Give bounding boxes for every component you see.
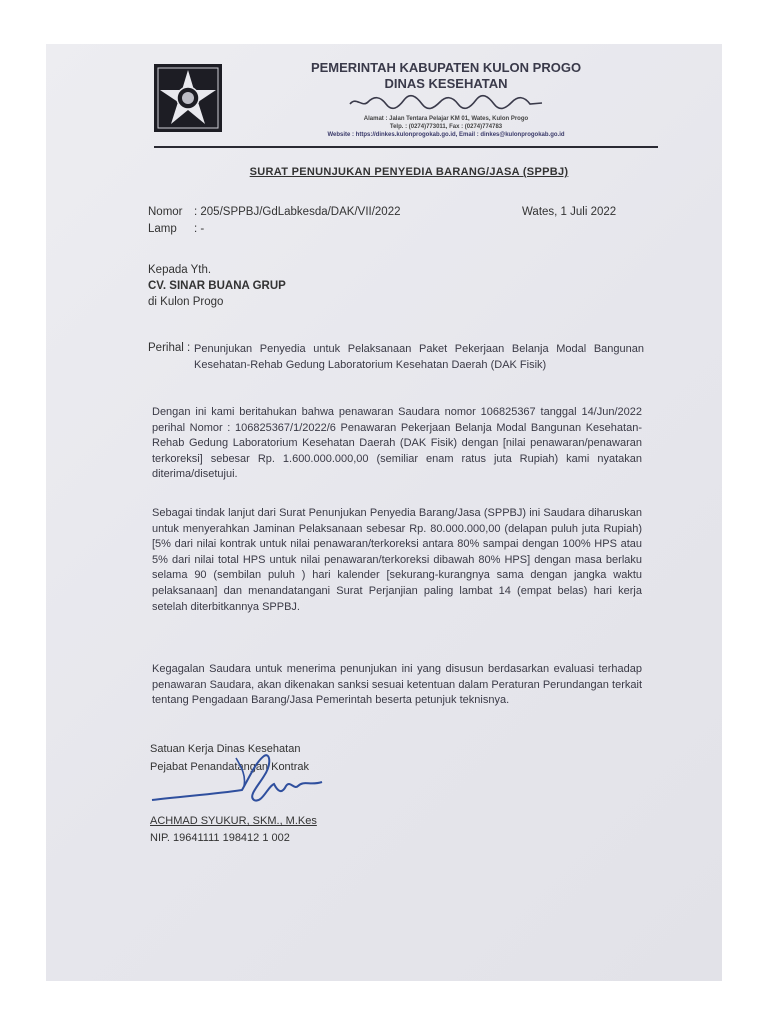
subject-label: Perihal :	[148, 342, 191, 354]
coat-of-arms-logo	[154, 64, 222, 132]
document-sheet	[46, 44, 722, 981]
attachment-value: : -	[194, 223, 205, 235]
recipient-location: di Kulon Progo	[148, 296, 224, 308]
place-date: Wates, 1 Juli 2022	[522, 206, 617, 218]
signatory-nip: NIP. 19641111 198412 1 002	[150, 832, 290, 844]
letterhead-divider	[154, 146, 658, 148]
paragraph-2: Sebagai tindak lanjut dari Surat Penunjukan Penyedia Barang/Jasa (SPPBJ) ini Saudara diharuskan untuk menyerahkan Jaminan Pelaksanaan sebesar Rp. 80.000.000,00 (delapan puluh juta Rupiah) [5% dari nilai kontrak untuk nilai penawaran/terkoreksi antara 80% sampai dengan 100% HPS atau 5% dari nilai total HPS untuk nilai penawaran/terkoreksi dibawah 80% HPS] dengan masa berlaku selama 90 (sembilan puluh ) hari kalender [sekurang-kurangnya sama dengan jangka waktu pelaksanaan] dan menandatangani Surat Perjanjian paling lambat 14 (empat belas) hari kerja setelah diterbitkannya SPPBJ.	[152, 507, 642, 613]
paragraph-3: Kegagalan Saudara untuk menerima penunjukan ini yang disusun berdasarkan evaluasi terhadap penawaran Saudara, akan dikenakan sanksi sesuai ketentuan dalam Peraturan Perundangan terkait tentang Pengadaan Barang/Jasa Pemerintah beserta petunjuk teknisnya.	[152, 663, 642, 707]
handwritten-signature	[146, 750, 336, 810]
address-line: Alamat : Jalan Tentara Pelajar KM 01, Wates, Kulon Progo	[363, 116, 529, 122]
signatory-name: ACHMAD SYUKUR, SKM., M.Kes	[150, 815, 317, 827]
phone-line: Telp. : (0274)773011, Fax : (0274)774783	[389, 124, 503, 130]
recipient-name: CV. SINAR BUANA GRUP	[148, 280, 286, 292]
subject-text: Penunjukan Penyedia untuk Pelaksanaan Paket Pekerjaan Belanja Modal Bangunan Kesehatan-Rehab Gedung Laboratorium Kesehatan Daerah (DAK Fisik)	[194, 343, 644, 371]
number-label: Nomor	[148, 206, 183, 218]
letter-title: SURAT PENUNJUKAN PENYEDIA BARANG/JASA (SPPBJ)	[249, 166, 569, 178]
number-value: : 205/SPPBJ/GdLabkesda/DAK/VII/2022	[194, 206, 401, 218]
signatory-unit: Satuan Kerja Dinas Kesehatan	[150, 743, 301, 755]
website-line: Website : https://dinkes.kulonprogokab.go.id, Email : dinkes@kulonprogokab.go.id	[327, 132, 565, 138]
javanese-script-line	[346, 94, 546, 110]
department-name: DINAS KESEHATAN	[384, 76, 508, 91]
signatory-role: Pejabat Penandatangan Kontrak	[150, 761, 310, 773]
paragraph-1: Dengan ini kami beritahukan bahwa penawaran Saudara nomor 106825367 tanggal 14/Jun/2022 perihal Nomor : 106825367/1/2022/6 Penawaran Pekerjaan Belanja Modal Bangunan Kesehatan-Rehab Gedung Laboratorium Kesehatan Daerah (DAK Fisik) dengan [nilai penawaran/penawaran terkoreksi] sebesar Rp. 1.600.000.000,00 (semiliar enam ratus juta Rupiah) kami nyatakan diterima/disetujui.	[152, 406, 642, 481]
salutation: Kepada Yth.	[148, 264, 212, 276]
org-name: PEMERINTAH KABUPATEN KULON PROGO	[310, 60, 582, 75]
attachment-label: Lamp	[148, 223, 177, 235]
